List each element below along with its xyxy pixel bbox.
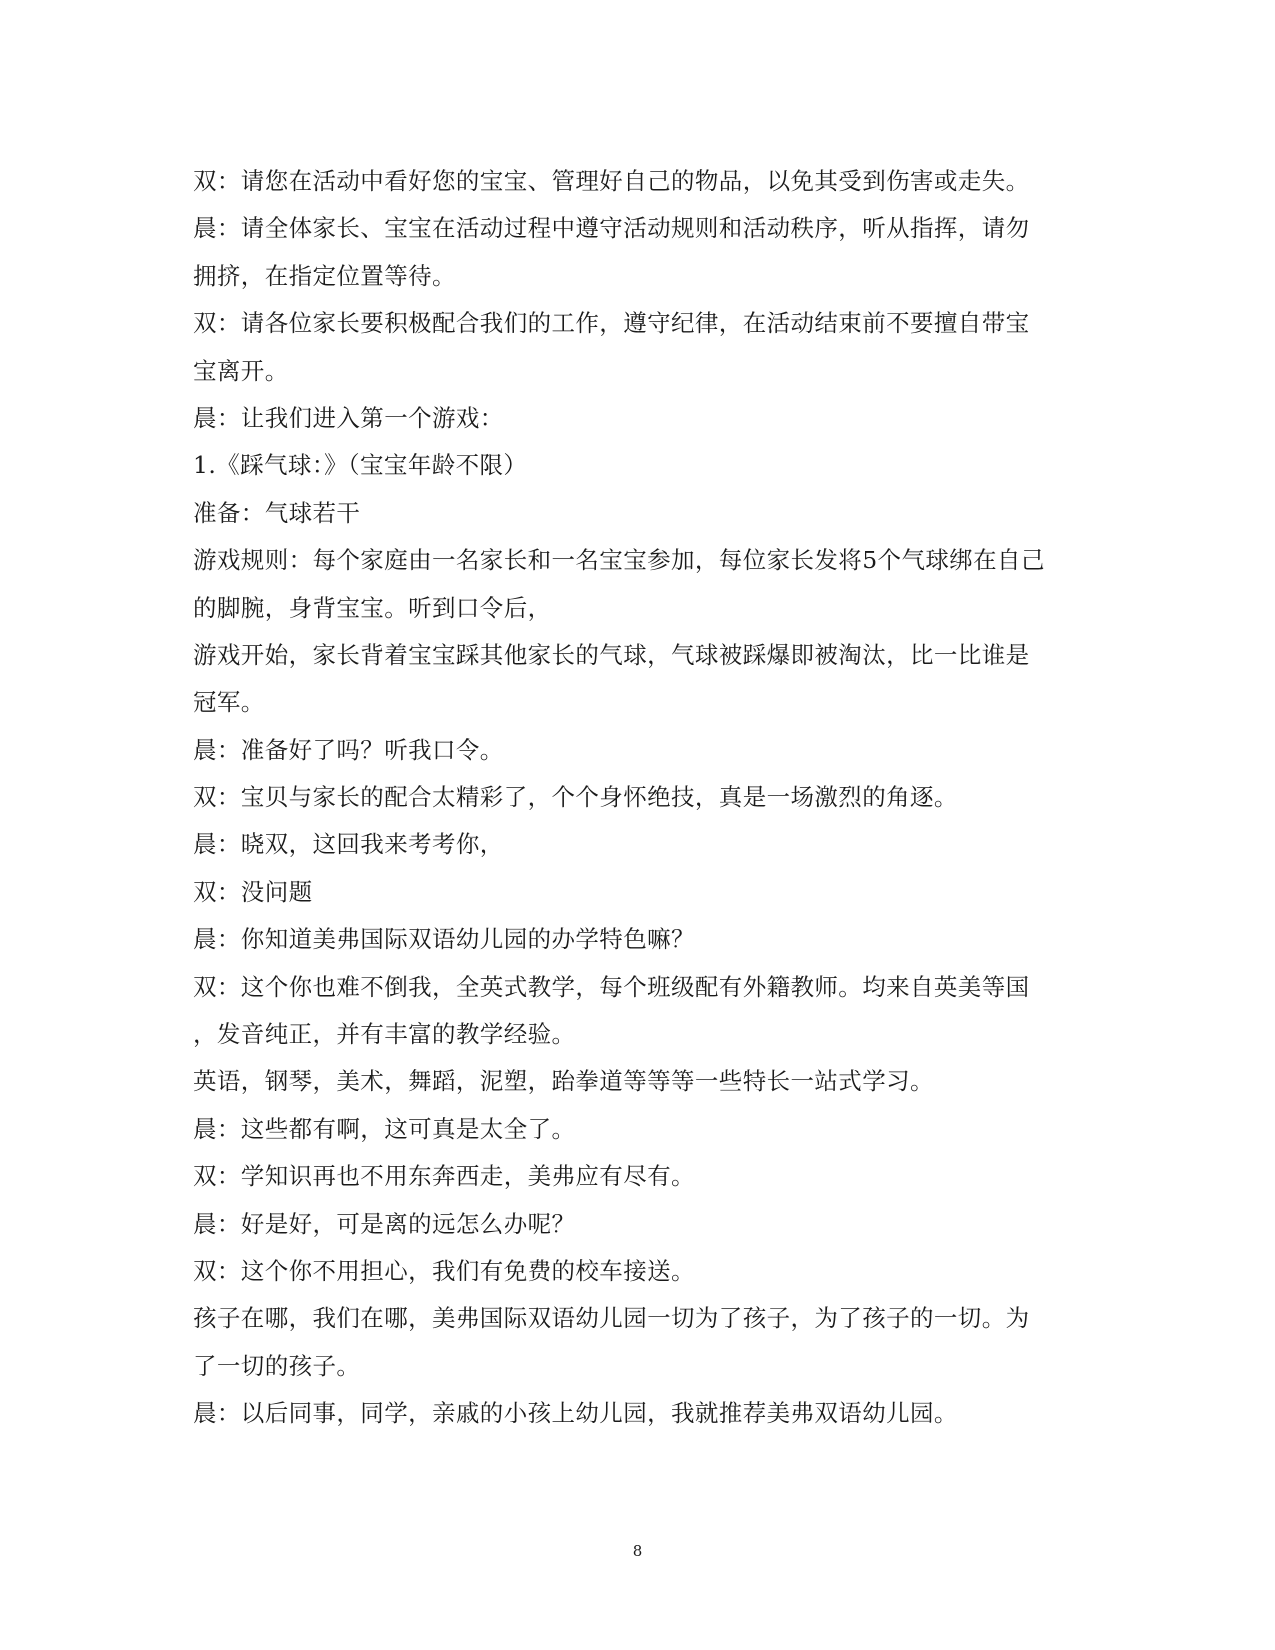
text-line: 晨：以后同事，同学，亲戚的小孩上幼儿园，我就推荐美弗双语幼儿园。 — [193, 1399, 958, 1428]
text-line: ，发音纯正，并有丰富的教学经验。 — [193, 1020, 576, 1049]
text-line: 双：请各位家长要积极配合我们的工作，遵守纪律，在活动结束前不要擅自带宝 — [193, 309, 1030, 338]
text-line: 晨：准备好了吗？听我口令。 — [193, 735, 504, 764]
text-line: 的脚腕，身背宝宝。听到口令后， — [193, 593, 552, 622]
text-line: 孩子在哪，我们在哪，美弗国际双语幼儿园一切为了孩子，为了孩子的一切。为 — [193, 1304, 1030, 1333]
page-number: 8 — [632, 1542, 643, 1560]
text-line: 准备：气球若干 — [193, 498, 361, 527]
text-line: 游戏开始，家长背着宝宝踩其他家长的气球，气球被踩爆即被淘汰，比一比谁是 — [193, 640, 1030, 669]
text-line: 了一切的孩子。 — [193, 1351, 361, 1380]
text-line: 双：没问题 — [193, 877, 313, 906]
text-line: 游戏规则：每个家庭由一名家长和一名宝宝参加，每位家长发将5个气球绑在自己 — [193, 546, 1045, 575]
text-line: 晨：让我们进入第一个游戏： — [193, 403, 504, 432]
text-line: 晨：晓双，这回我来考考你， — [193, 830, 504, 859]
text-line: 双：请您在活动中看好您的宝宝、管理好自己的物品，以免其受到伤害或走失。 — [193, 167, 1030, 195]
text-line: 宝离开。 — [193, 356, 289, 385]
text-line: 1.《踩气球：》（宝宝年龄不限） — [193, 451, 528, 480]
text-line: 冠军。 — [193, 688, 265, 717]
text-line: 晨：你知道美弗国际双语幼儿园的办学特色嘛？ — [193, 925, 695, 954]
text-line: 英语，钢琴，美术，舞蹈，泥塑，跆拳道等等等一些特长一站式学习。 — [193, 1067, 934, 1096]
text-line: 晨：这些都有啊，这可真是太全了。 — [193, 1114, 576, 1143]
body-text — [193, 158, 1093, 1438]
text-line: 双：这个你不用担心，我们有免费的校车接送。 — [193, 1256, 695, 1285]
text-line: 双：宝贝与家长的配合太精彩了，个个身怀绝技，真是一场激烈的角逐。 — [193, 783, 958, 812]
text-line: 晨：好是好，可是离的远怎么办呢？ — [193, 1209, 576, 1238]
text-line: 双：学知识再也不用东奔西走，美弗应有尽有。 — [193, 1162, 695, 1191]
text-line: 晨：请全体家长、宝宝在活动过程中遵守活动规则和活动秩序，听从指挥，请勿 — [193, 214, 1030, 243]
text-line: 双：这个你也难不倒我，全英式教学，每个班级配有外籍教师。均来自英美等国 — [193, 972, 1030, 1001]
text-line: 拥挤，在指定位置等待。 — [193, 261, 456, 290]
